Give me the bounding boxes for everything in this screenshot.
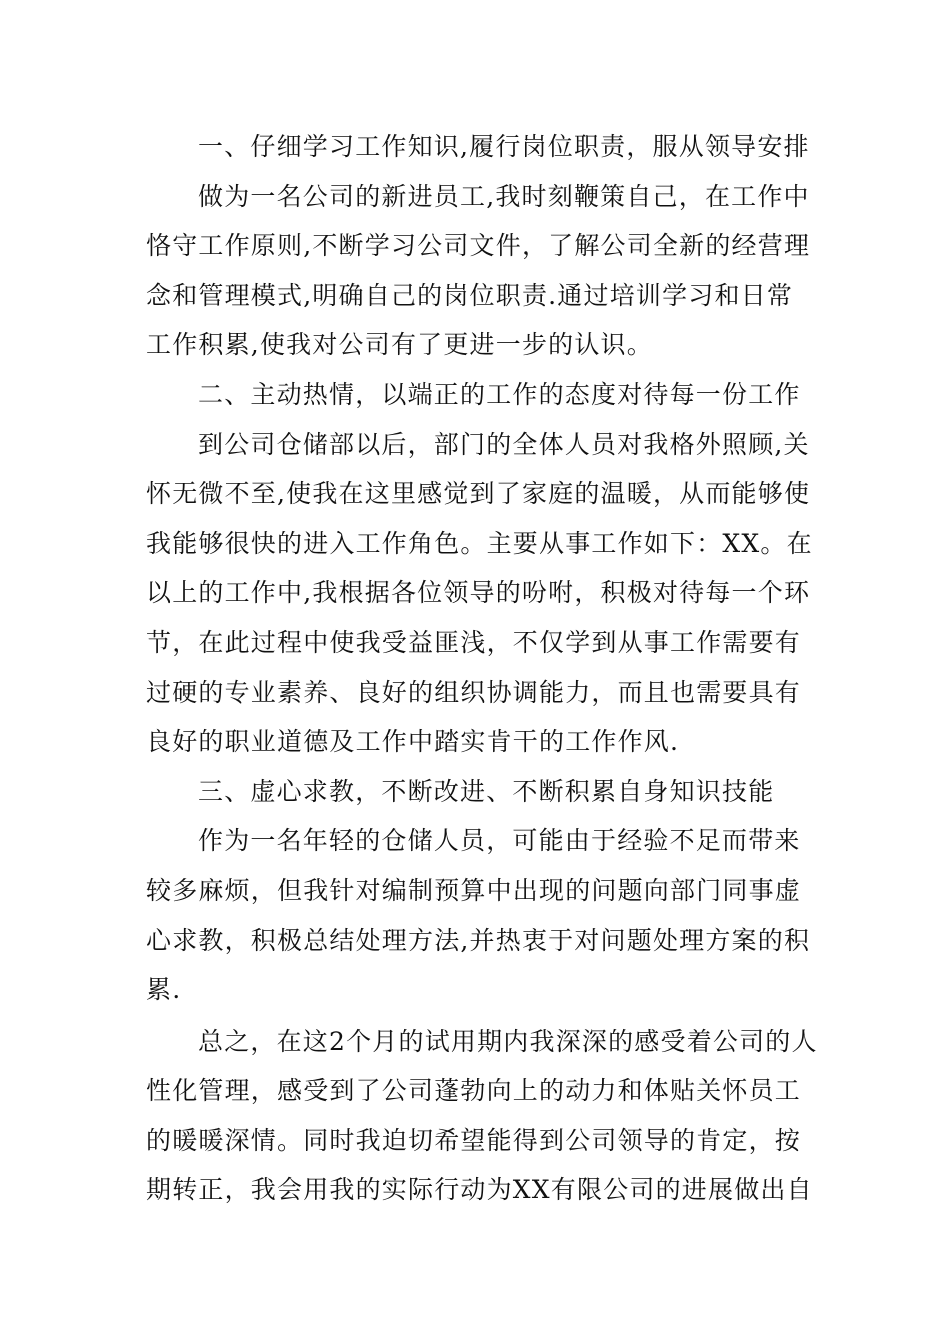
paragraph-line: 良好的职业道德及工作中踏实肯干的工作作风. — [146, 727, 680, 757]
paragraph-line: 心求教，积极总结处理方法,并热衷于对问题处理方案的积 — [146, 925, 811, 955]
paragraph-line: 总之，在这2个月的试用期内我深深的感受着公司的人 — [198, 1026, 818, 1056]
paragraph-line: 怀无微不至,使我在这里感觉到了家庭的温暖，从而能够使 — [146, 479, 811, 509]
paragraph-line: 做为一名公司的新进员工,我时刻鞭策自己，在工作中 — [198, 181, 810, 211]
section-heading-1: 一、仔细学习工作知识,履行岗位职责，服从领导安排 — [198, 132, 810, 161]
paragraph-line: 恪守工作原则,不断学习公司文件，了解公司全新的经营理 — [146, 231, 811, 261]
paragraph-line: 过硬的专业素养、良好的组织协调能力，而且也需要具有 — [146, 677, 802, 707]
paragraph-line: 我能够很快的进入工作角色。主要从事工作如下：XX。在 — [146, 528, 813, 558]
section-heading-2: 二、主动热情，以端正的工作的态度对待每一份工作 — [198, 379, 801, 409]
paragraph-line: 性化管理，感受到了公司蓬勃向上的动力和体贴关怀员工 — [146, 1076, 802, 1106]
paragraph-line: 节，在此过程中使我受益匪浅，不仅学到从事工作需要有 — [146, 627, 802, 657]
paragraph-line: 念和管理模式,明确自己的岗位职责.通过培训学习和日常 — [146, 280, 794, 310]
document-body — [146, 122, 818, 1215]
paragraph-line: 的暖暖深情。同时我迫切希望能得到公司领导的肯定，按 — [146, 1125, 802, 1155]
paragraph-line: 以上的工作中,我根据各位领导的吩咐，积极对待每一个环 — [146, 578, 811, 608]
paragraph-line: 到公司仓储部以后，部门的全体人员对我格外照顾,关 — [198, 429, 810, 459]
paragraph-line: 作为一名年轻的仓储人员，可能由于经验不足而带来 — [198, 826, 801, 856]
paragraph-line: 工作积累,使我对公司有了更进一步的认识。 — [146, 330, 653, 360]
section-heading-3: 三、虚心求教，不断改进、不断积累自身知识技能 — [198, 776, 775, 806]
paragraph-line: 累. — [146, 975, 182, 1005]
paragraph-line: 较多麻烦，但我针对编制预算中出现的问题向部门同事虚 — [146, 875, 802, 905]
paragraph-line: 期转正，我会用我的实际行动为XX有限公司的进展做出自 — [146, 1175, 813, 1205]
